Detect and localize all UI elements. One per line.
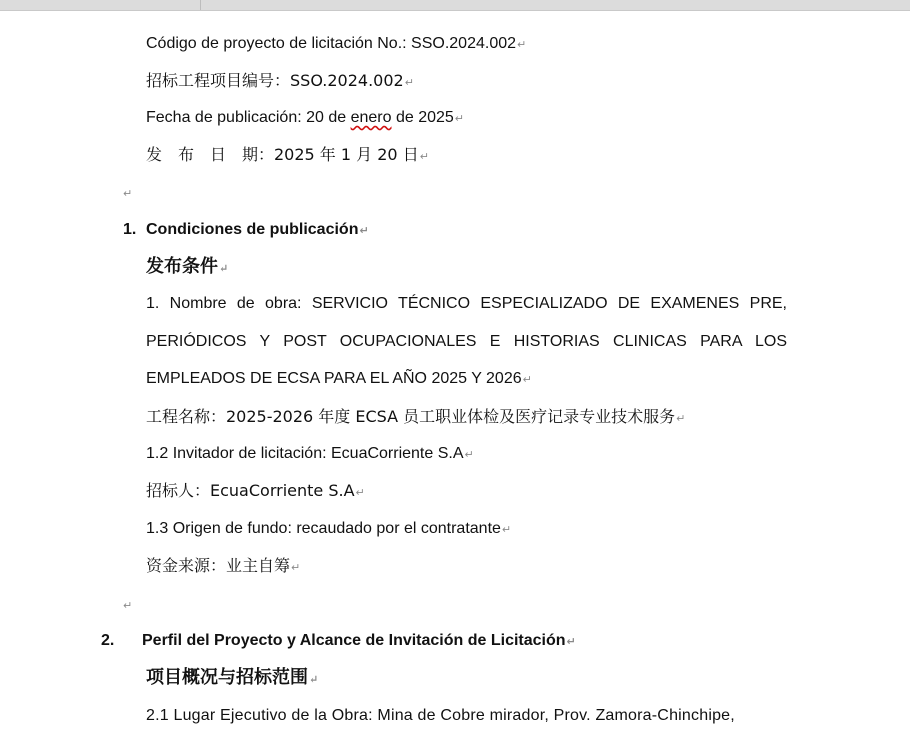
item3-cn-text: 资金来源：业主自筹 xyxy=(146,556,291,575)
item1-line1: 1. Nombre de obra: SERVICIO TÉCNICO ESPECIALIZADO DE EXAMENES PRE, xyxy=(146,295,787,312)
item3-es-line xyxy=(146,518,511,541)
section2-title-es-line xyxy=(142,630,576,653)
ruler-segment xyxy=(0,0,201,10)
section1-title-cn: 发布条件 xyxy=(146,256,218,277)
paragraph-mark-icon: ↵ xyxy=(522,374,532,386)
item1-line3 xyxy=(146,368,532,391)
item2-cn-text: 招标人：EcuaCorriente S.A xyxy=(146,481,355,500)
code-cn-text: 招标工程项目编号：SSO.2024.002 xyxy=(146,71,404,90)
empty-paragraph xyxy=(122,182,132,205)
section2-title-cn-line xyxy=(146,667,318,691)
date-cn-line xyxy=(146,144,429,168)
spellcheck-word[interactable]: enero xyxy=(350,109,392,126)
paragraph-mark-icon: ↵ xyxy=(123,600,133,612)
empty-paragraph xyxy=(122,594,132,617)
code-es-line xyxy=(146,33,526,56)
paragraph-mark-icon: ↵ xyxy=(123,188,133,200)
paragraph-mark-icon: ↵ xyxy=(464,449,474,461)
paragraph-mark-icon: ↵ xyxy=(359,225,369,237)
section2-item1-line: 2.1 Lugar Ejecutivo de la Obra: Mina de Cobre mirador, Prov. Zamora-Chinchipe, xyxy=(146,707,735,724)
section1-title-es: Condiciones de publicación xyxy=(146,221,359,238)
item1-cn-line xyxy=(146,406,685,430)
item1-line2: PERIÓDICOS Y POST OCUPACIONALES E HISTORIAS CLINICAS PARA LOS xyxy=(146,333,787,350)
paragraph-mark-icon: ↵ xyxy=(404,76,414,89)
paragraph-mark-icon: ↵ xyxy=(676,412,686,425)
section1-title-cn-line xyxy=(146,256,228,280)
date-es-suffix: de 2025 xyxy=(391,109,454,126)
item1-cn-text: 工程名称：2025-2026 年度 ECSA 员工职业体检及医疗记录专业技术服务 xyxy=(146,407,676,426)
section2-title-cn: 项目概况与招标范围 xyxy=(146,667,308,688)
section2-title-es: Perfil del Proyecto y Alcance de Invitación de Licitación xyxy=(142,632,566,649)
paragraph-mark-icon: ↵ xyxy=(454,113,465,125)
paragraph-mark-icon: ↵ xyxy=(291,561,301,574)
paragraph-mark-icon: ↵ xyxy=(566,636,576,648)
code-cn-line xyxy=(146,70,414,94)
item1-line3-text: EMPLEADOS DE ECSA PARA EL AÑO 2025 Y 2026 xyxy=(146,370,522,387)
paragraph-mark-icon: ↵ xyxy=(419,150,429,163)
item2-es-text: 1.2 Invitador de licitación: EcuaCorriente S.A xyxy=(146,445,464,462)
paragraph-mark-icon: ↵ xyxy=(355,486,365,499)
section1-number: 1. xyxy=(123,221,137,238)
section2-number: 2. xyxy=(101,632,115,649)
item2-cn-line xyxy=(146,480,365,504)
paragraph-mark-icon: ↵ xyxy=(517,39,527,51)
paragraph-mark-icon: ↵ xyxy=(501,524,512,536)
code-es-text: Código de proyecto de licitación No.: SSO.2024.002 xyxy=(146,35,517,52)
date-es-line xyxy=(146,107,464,130)
date-es-prefix: Fecha de publicación: 20 de xyxy=(146,109,351,126)
item3-es-text: 1.3 Origen de fundo: recaudado por el contratante xyxy=(146,520,501,537)
paragraph-mark-icon: ↵ xyxy=(219,262,229,275)
ruler-bar xyxy=(0,0,910,11)
item2-es-line xyxy=(146,443,474,466)
item3-cn-line xyxy=(146,555,300,579)
paragraph-mark-icon: ↵ xyxy=(309,673,319,686)
date-cn-text: 发 布 日 期：2025 年 1 月 20 日 xyxy=(146,145,419,164)
section1-title-es-line xyxy=(146,219,369,242)
